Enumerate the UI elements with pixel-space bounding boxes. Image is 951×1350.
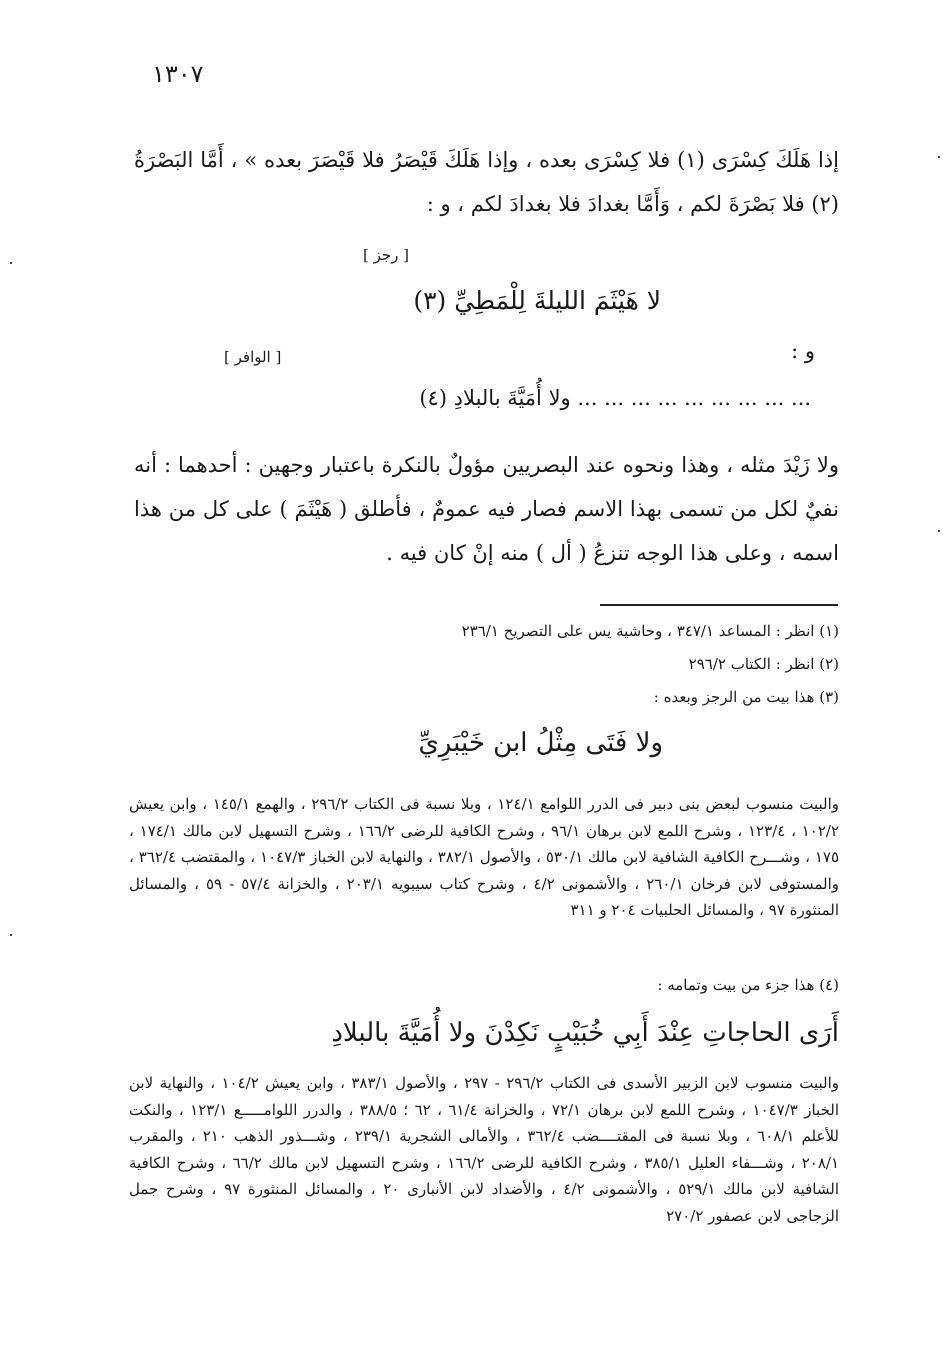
footnote-4-verse: أَرَى الحاجاتِ عِنْدَ أَبِي خُبَيْبٍ نَكِدْنَ ولا أُمَيَّةَ بالبلادِ (331, 1018, 839, 1048)
poetry-verse-2: ... ... ... ... ... ... ... ... ... ولا أُمَيَّةَ بالبلادِ (٤) (419, 386, 811, 410)
footnote-3-text: والبيت منسوب لبعض بنى دبير فى الدرر اللوامع ١٢٤/١ ، وبلا نسبة فى الكتاب ٢٩٦/٢ ، والهمع ١٤٥/١ ، وابن يعيش ١٠٢/٢ ، ١٢٣/٤ ، وشرح اللمع لابن برهان ٩٦/١ ، وشرح الكافية للرضى ١٦٦/٢ ، وشرح التسهيل لابن مالك ١٧٤/١ ، ١٧٥ ، وشـــرح الكافية الشافية لابن مالك ٥٣٠/١ ، والأصول ٣٨٢/١ ، والنهاية لابن الخباز ١٠٤٧/٣ ، والمقتضب ٣٦٢/٤ ، والمستوفى لابن فرخان ٢٦٠/١ ، والأشمونى ٤/٢ ، وشرح كتاب سيبويه ٢٠٣/١ ، والخزانة ٥٧/٤ - ٥٩ ، والمسائل المنثورة ٩٧ ، والمسائل الحلبيات ٢٠٤ و ٣١١ (129, 795, 840, 919)
footnote-4-text: والبيت منسوب لابن الزبير الأسدى فى الكتاب ٢٩٦/٢ - ٢٩٧ ، والأصول ٣٨٣/١ ، وابن يعيش ١٠٤/٢ ، والنهاية لابن الخباز ١٠٤٧/٣ ، وشرح اللمع لابن برهان ٧٢/١ ، والخزانة ٦١/٤ ، ٦٢ ؛ ٣٨٨/٥ ، والدرر اللوامـــــع ١٢٣/١ ، والنكت للأعلم ٦٠٨/١ ، وبلا نسبة فى المقتــــضب ٣٦٢/٤ ، والأمالى الشجرية ٢٣٩/١ ، وشـــذور الذهب ٢١٠ ، والمقرب ٢٠٨/١ ، وشـــفاء العليل ٣٨٥/١ ، وشرح الكافية للرضى ١٦٦/٢ ، وشرح التسهيل لابن مالك ٦٦/٢ ، وشرح الكافية الشافية لابن مالك ٥٢٩/١ ، والأشمونى ٤/٢ ، والأضداد لابن الأنبارى ٢٠ ، والمسائل المنثورة ٩٧ ، وشرح جمل الزجاجى لابن عصفور ٢٧٠/٢ (129, 1074, 840, 1225)
footnote-2: (٢) انظر : الكتاب ٢٩٦/٢ (688, 655, 839, 673)
main-paragraph-2: ولا زَيْدَ مثله ، وهذا ونحوه عند البصريين مؤولٌ بالنكرة باعتبار وجهين : أحدهما : أنه نفيٌ لكل من تسمى بهذا الاسم فصار فيه عمومٌ ، فأطلق ( هَيْثَمَ ) على كل من هذا اسمه ، وعلى هذا الوجه تنزعُ ( أل ) منه إنْ كان فيه . (134, 453, 839, 565)
page-number: ١٣٠٧ (152, 60, 204, 88)
scan-mark (938, 530, 940, 532)
meter-label-wafir: [ الوافر ] (224, 348, 282, 366)
poetry-verse-1: لا هَيْثَمَ الليلةَ لِلْمَطِيِّ (٣) (413, 286, 661, 315)
footnote-3: (٣) هذا بيت من الرجز وبعده : (653, 688, 839, 706)
conjunction-label: و : (791, 339, 815, 363)
scan-mark (10, 934, 12, 936)
footnote-1: (١) انظر : المساعد ٣٤٧/١ ، وحاشية يس على التصريح ٢٣٦/١ (461, 622, 839, 640)
footnote-3-verse: ولا فَتَى مِثْلُ ابن خَيْبَرِيِّ (418, 728, 663, 758)
scan-mark (10, 262, 12, 264)
scan-mark (938, 156, 940, 158)
meter-label-rajaz: [ رجز ] (363, 246, 410, 264)
main-paragraph-1: إذا هَلَكَ كِسْرَى (١) فلا كِسْرَى بعده ، وإذا هَلَكَ قَيْصَرُ فلا قَيْصَرَ بعده » ، أَمَّا البَصْرَةُ (٢) فلا بَصْرَةَ لكم ، وَأَمَّا بغدادَ فلا بغدادَ لكم ، و : (134, 148, 839, 216)
footnote-4: (٤) هذا جزء من بيت وتمامه : (657, 976, 839, 994)
footnote-separator (600, 604, 838, 606)
